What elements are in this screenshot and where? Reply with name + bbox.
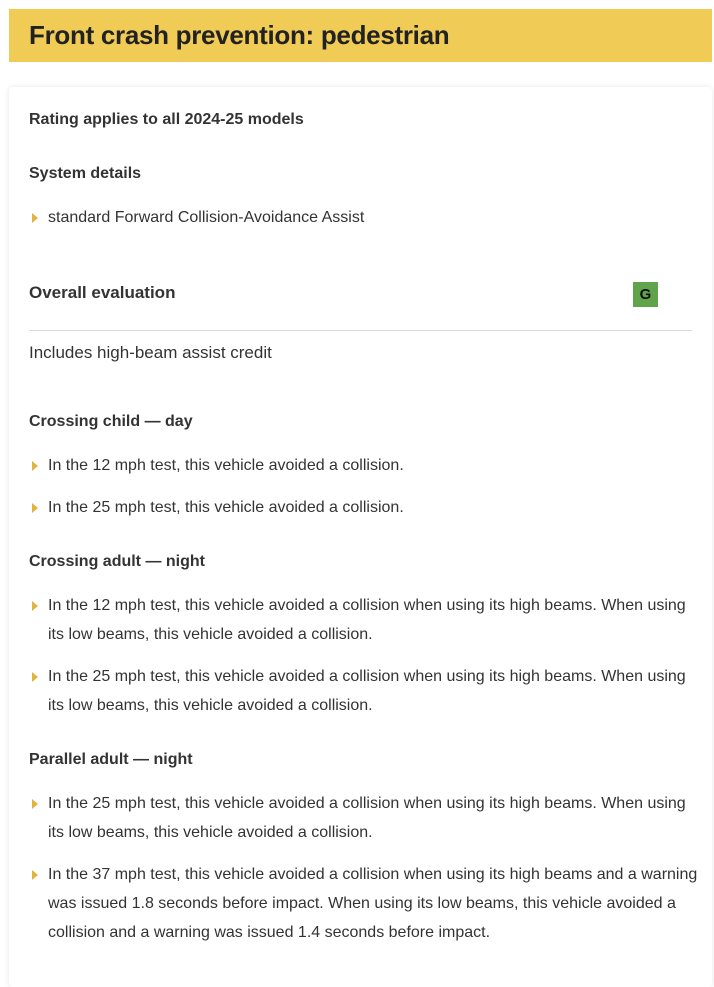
- rating-badge: G: [633, 282, 658, 307]
- list-item: In the 25 mph test, this vehicle avoided a collision when using its high beams. When using its low beams, this vehicle avoided a collision.: [48, 795, 686, 841]
- overall-evaluation-label: Overall evaluation: [29, 283, 176, 302]
- system-details-heading: System details: [29, 165, 142, 182]
- rating-applies-text: Rating applies to all 2024-25 models: [29, 111, 304, 128]
- list-item: In the 37 mph test, this vehicle avoided a collision when using its high beams and a warning was issued 1.8 seconds before impact. When using its low beams, this vehicle avoided a collision and a warning was issued 1.4 seconds before impact.: [48, 866, 698, 941]
- bullet-arrow-icon: [32, 503, 38, 513]
- system-details-item: standard Forward Collision-Avoidance Assist: [48, 209, 365, 226]
- list-item: In the 25 mph test, this vehicle avoided a collision.: [48, 499, 404, 516]
- bullet-arrow-icon: [32, 601, 38, 611]
- divider: [29, 330, 692, 331]
- section-heading-crossing-child-day: Crossing child — day: [29, 413, 193, 430]
- section-heading-crossing-adult-night: Crossing adult — night: [29, 553, 205, 570]
- overall-note: Includes high-beam assist credit: [29, 343, 272, 362]
- bullet-arrow-icon: [32, 870, 38, 880]
- bullet-arrow-icon: [32, 672, 38, 682]
- bullet-arrow-icon: [32, 461, 38, 471]
- list-item: In the 25 mph test, this vehicle avoided a collision when using its high beams. When using its low beams, this vehicle avoided a collision.: [48, 668, 686, 714]
- bullet-arrow-icon: [32, 213, 38, 223]
- section-heading-parallel-adult-night: Parallel adult — night: [29, 751, 193, 768]
- list-item: In the 12 mph test, this vehicle avoided a collision.: [48, 457, 404, 474]
- page-title: Front crash prevention: pedestrian: [29, 20, 450, 50]
- list-item: In the 12 mph test, this vehicle avoided a collision when using its high beams. When using its low beams, this vehicle avoided a collision.: [48, 597, 686, 643]
- page-header: [9, 9, 712, 62]
- bullet-arrow-icon: [32, 799, 38, 809]
